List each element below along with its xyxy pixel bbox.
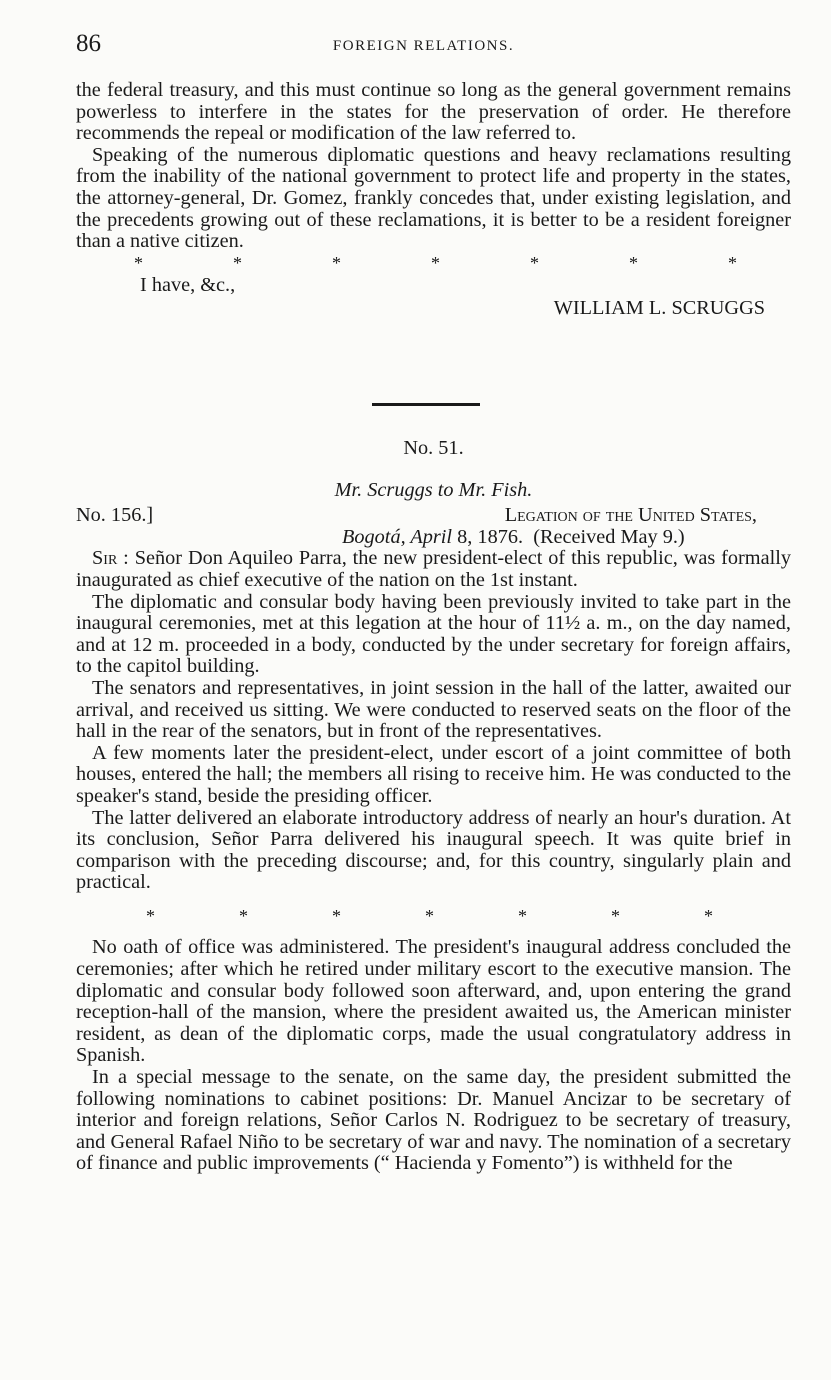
- ellipsis-stars: * * * * * * *: [134, 252, 737, 273]
- paragraph: The latter delivered an elaborate introductory address of nearly an hour's duration. At its conclusion, Señor Parra delivered his inaugural speech. It was quite brief in comparison with the preceding discourse; and, for this country, singularly plain and practical.: [76, 806, 791, 894]
- section-divider: [372, 403, 480, 406]
- ellipsis-stars: * * * * * * *: [146, 905, 713, 926]
- page-number: 86: [76, 30, 101, 57]
- running-title: FOREIGN RELATIONS.: [332, 38, 515, 54]
- legation-address: Legation of the United States,: [504, 504, 757, 527]
- letter-heading: Mr. Scruggs to Mr. Fish.: [334, 478, 533, 501]
- paragraph: In a special message to the senate, on the same day, the president submitted the following nominations to cabinet positions: Dr. Manuel Ancizar to be secretary of interior and foreign relations, Señor Carlos N. Rodriguez to be secretary of treasury, and General Rafael Niño to be secretary of war and navy. The nomination of a secretary of finance and public improvements (“ Hacienda y Fomento”) is withheld for the: [76, 1066, 791, 1175]
- date-line: [76, 527, 791, 549]
- address-row: [76, 505, 791, 527]
- section-continuation: [76, 80, 791, 320]
- paragraph: Speaking of the numerous diplomatic questions and heavy reclamations resulting from the inability of the national government to protect life and property in the states, the attorney-general, Dr. Gomez, frankly concedes that, under existing legislation, and the precedents growing out of these reclamations, it is better to be a resident foreigner than a native citizen.: [76, 143, 791, 253]
- salutation: Sir :: [92, 547, 129, 570]
- received-note: (Received May 9.): [533, 525, 685, 548]
- signature: WILLIAM L. SCRUGGS: [553, 297, 765, 320]
- letter-section: [76, 438, 791, 1175]
- document-number: No. 51.: [403, 437, 464, 459]
- paragraph: The diplomatic and consular body having been previously invited to take part in the inaugural ceremonies, met at this legation at the hour of 11½ a. m., on the day named, and at 12 m. proceeded in a body, conducted by the under secretary for foreign affairs, to the capitol building.: [76, 590, 791, 678]
- paragraph: The senators and representatives, in joint session in the hall of the latter, awaited our arrival, and received us sitting. We were conducted to reserved seats on the floor of the hall in the rear of the senators, but in front of the representatives.: [76, 676, 791, 743]
- page-header: [76, 30, 771, 60]
- dispatch-number: No. 156.]: [76, 504, 154, 527]
- paragraph: No oath of office was administered. The president's inaugural address concluded the ceremonies; after which he retired under military escort to the executive mansion. The diplomatic and consular body followed soon afterward, and, upon entering the grand reception-hall of the mansion, where the president awaited us, the American minister resident, as dean of the diplomatic corps, made the usual congratulatory address in Spanish.: [76, 936, 791, 1067]
- paragraph: Sir : Señor Don Aquileo Parra, the new president-elect of this republic, was formally inaugurated as chief executive of the nation on the 1st instant.: [76, 547, 791, 591]
- paragraph: the federal treasury, and this must continue so long as the general government remains powerless to interfere in the states for the preservation of order. He therefore recommends the repeal or modification of the law referred to.: [76, 79, 791, 145]
- place-date: Bogotá, April: [342, 525, 453, 548]
- closing-line: I have, &c.,: [140, 273, 236, 296]
- paragraph: A few moments later the president-elect, under escort of a joint committee of both houses, entered the hall; the members all rising to receive him. He was conducted to the speaker's stand, beside the presiding officer.: [76, 741, 791, 807]
- date-rest: 8, 1876.: [457, 525, 524, 548]
